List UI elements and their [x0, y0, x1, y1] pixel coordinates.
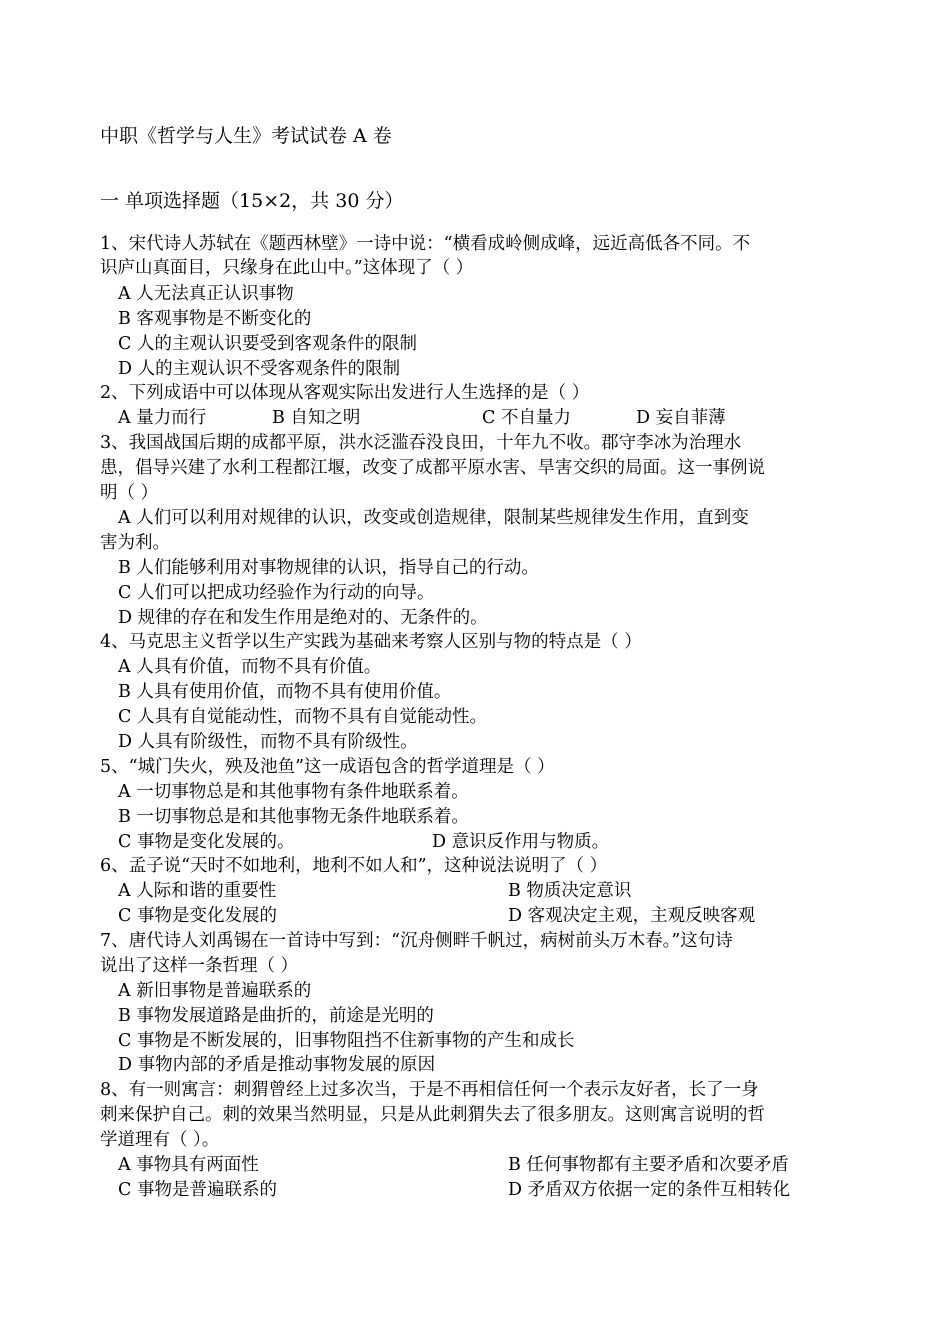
question-7-option-c: C 事物是不断发展的，旧事物阻挡不住新事物的产生和成长: [118, 1031, 575, 1051]
question-5-option-d: D 意识反作用与物质。: [432, 832, 610, 852]
question-3-option-a-cont: 害为利。: [100, 533, 170, 553]
question-1-line-1: 1、宋代诗人苏轼在《题西林壁》一诗中说：“横看成岭侧成峰，远近高低各不同。不: [100, 234, 751, 254]
question-5-option-c: C 事物是变化发展的。: [118, 832, 295, 852]
question-3-option-c: C 人们可以把成功经验作为行动的向导。: [118, 583, 435, 603]
question-7-line-1: 7、唐代诗人刘禹锡在一首诗中写到：“沉舟侧畔千帆过，病树前头万木春。”这句诗: [100, 931, 733, 951]
question-6-option-b: B 物质决定意识: [508, 881, 632, 901]
question-5-option-a: A 一切事物总是和其他事物有条件地联系着。: [118, 782, 469, 802]
question-2-option-c: C 不自量力: [482, 408, 571, 428]
question-2-option-a: A 量力而行: [118, 408, 207, 428]
question-3-line-1: 3、我国战国后期的成都平原，洪水泛滥吞没良田，十年九不收。郡守李冰为治理水: [100, 433, 742, 453]
question-5-option-b: B 一切事物总是和其他事物无条件地联系着。: [118, 807, 469, 827]
question-3-option-d: D 规律的存在和发生作用是绝对的、无条件的。: [118, 608, 488, 628]
section-heading: 一 单项选择题（15×2，共 30 分）: [100, 190, 404, 212]
question-6-option-a: A 人际和谐的重要性: [118, 881, 277, 901]
question-7-option-a: A 新旧事物是普遍联系的: [118, 981, 312, 1001]
question-6-line-1: 6、孟子说“天时不如地利，地利不如人和”，这种说法说明了（ ）: [100, 856, 608, 876]
question-2-option-b: B 自知之明: [272, 408, 361, 428]
question-1-option-b: B 客观事物是不断变化的: [118, 309, 312, 329]
question-2-line-1: 2、下列成语中可以体现从客观实际出发进行人生选择的是（ ）: [100, 383, 590, 403]
question-4-option-b: B 人具有使用价值，而物不具有使用价值。: [118, 682, 452, 702]
question-1-option-a: A 人无法真正认识事物: [118, 284, 294, 304]
question-6-option-c: C 事物是变化发展的: [118, 906, 277, 926]
question-1-line-2: 识庐山真面目，只缘身在此山中。”这体现了（ ）: [100, 258, 474, 278]
question-8-option-b: B 任何事物都有主要矛盾和次要矛盾: [508, 1155, 789, 1175]
exam-title: 中职《哲学与人生》考试试卷 A 卷: [100, 125, 392, 147]
question-8-option-c: C 事物是普遍联系的: [118, 1180, 277, 1200]
question-3-line-3: 明（ ）: [100, 483, 159, 503]
question-8-line-3: 学道理有（ ）。: [100, 1130, 220, 1150]
question-8-option-d: D 矛盾双方依据一定的条件互相转化: [508, 1180, 791, 1200]
question-1-option-d: D 人的主观认识不受客观条件的限制: [118, 359, 401, 379]
question-2-option-d: D 妄自菲薄: [636, 408, 726, 428]
question-5-line-1: 5、“城门失火，殃及池鱼”这一成语包含的哲学道理是（ ）: [100, 757, 555, 777]
question-3-option-a: A 人们可以利用对规律的认识，改变或创造规律，限制某些规律发生作用，直到变: [118, 508, 749, 528]
question-6-option-d: D 客观决定主观，主观反映客观: [508, 906, 756, 926]
question-8-option-a: A 事物具有两面性: [118, 1155, 259, 1175]
question-7-option-d: D 事物内部的矛盾是推动事物发展的原因: [118, 1055, 436, 1075]
question-7-option-b: B 事物发展道路是曲折的，前途是光明的: [118, 1006, 434, 1026]
question-4-option-c: C 人具有自觉能动性，而物不具有自觉能动性。: [118, 707, 487, 727]
question-8-line-1: 8、有一则寓言：刺猬曾经上过多次当，于是不再相信任何一个表示友好者，长了一身: [100, 1080, 759, 1100]
question-1-option-c: C 人的主观认识要受到客观条件的限制: [118, 334, 417, 354]
question-8-line-2: 刺来保护自己。刺的效果当然明显，只是从此刺猬失去了很多朋友。这则寓言说明的哲: [100, 1105, 765, 1125]
question-3-line-2: 患，倡导兴建了水利工程都江堰，改变了成都平原水害、旱害交织的局面。这一事例说: [100, 458, 765, 478]
question-4-option-a: A 人具有价值，而物不具有价值。: [118, 657, 382, 677]
question-4-line-1: 4、马克思主义哲学以生产实践为基础来考察人区别与物的特点是（ ）: [100, 632, 642, 652]
question-4-option-d: D 人具有阶级性，而物不具有阶级性。: [118, 732, 418, 752]
question-3-option-b: B 人们能够利用对事物规律的认识，指导自己的行动。: [118, 558, 539, 578]
question-7-line-2: 说出了这样一条哲理（ ）: [100, 956, 299, 976]
